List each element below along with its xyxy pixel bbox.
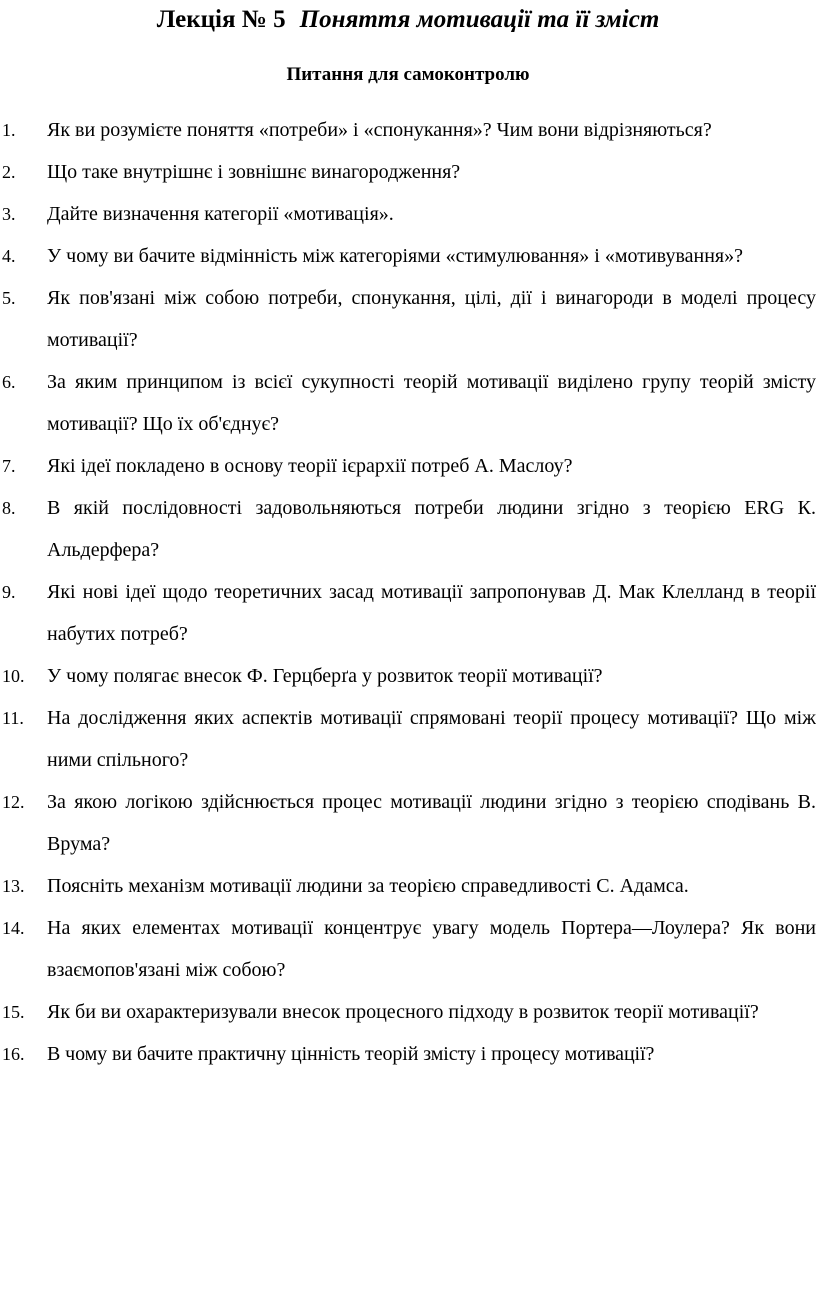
question-text: В чому ви бачите практичну цінність теорій змісту і процесу мотивації? [47,1043,655,1065]
question-text: Які ідеї покладено в основу теорії ієрархії потреб А. Маслоу? [47,455,573,477]
question-item [0,277,816,361]
question-number: 3. [2,204,16,224]
question-text: Як би ви охарактеризували внесок процесного підходу в розвиток теорії мотивації? [47,1001,759,1023]
question-item [0,907,816,991]
question-item [0,151,816,193]
question-number: 14. [2,918,25,938]
question-number: 2. [2,162,16,182]
question-text: У чому ви бачите відмінність між категоріями «стимулювання» і «мотивування»? [47,245,743,267]
question-item [0,109,816,151]
question-number: 15. [2,1002,25,1022]
question-number: 12. [2,792,25,812]
question-number: 10. [2,666,25,686]
question-item [0,697,816,781]
question-number: 11. [2,708,24,728]
question-text: В якій послідовності задовольняються потреби людини згідно з теорією ERG К. Альдерфера? [47,497,816,561]
page-title [0,4,816,36]
question-text: За якою логікою здійснюється процес мотивації людини згідно з теорією сподівань В. Врума? [47,791,816,855]
question-item [0,655,816,697]
question-item [0,487,816,571]
question-list [0,109,816,1075]
question-number: 1. [2,120,16,140]
question-text: У чому полягає внесок Ф. Герцберґа у розвиток теорії мотивації? [47,665,603,687]
question-item [0,781,816,865]
question-number: 7. [2,456,16,476]
section-title: Питання для самоконтролю [286,64,530,85]
question-text: Поясніть механізм мотивації людини за теорією справедливості С. Адамса. [47,875,689,897]
question-number: 9. [2,582,16,602]
question-number: 6. [2,372,16,392]
question-number: 5. [2,288,16,308]
question-text: Дайте визначення категорії «мотивація». [47,203,394,225]
lecture-topic: Поняття мотивації та її зміст [299,6,660,33]
lecture-number: Лекція № 5 [156,6,286,33]
question-number: 4. [2,246,16,266]
question-item [0,991,816,1033]
question-text: На яких елементах мотивації концентрує увагу модель Портера—Лоулера? Як вони взаємопов'язані між собою? [47,917,816,981]
question-item [0,193,816,235]
question-item [0,445,816,487]
question-text: Які нові ідеї щодо теоретичних засад мотивації запропонував Д. Мак Клелланд в теорії набутих потреб? [47,581,816,645]
question-item [0,1033,816,1075]
question-number: 16. [2,1044,25,1064]
question-item [0,571,816,655]
question-number: 13. [2,876,25,896]
question-text: Як пов'язані між собою потреби, спонукання, цілі, дії і винагороди в моделі процесу мотивації? [47,287,816,351]
question-text: На дослідження яких аспектів мотивації спрямовані теорії процесу мотивації? Що між ними спільного? [47,707,816,771]
question-number: 8. [2,498,16,518]
question-item [0,865,816,907]
question-item [0,361,816,445]
question-text: За яким принципом із всієї сукупності теорій мотивації виділено групу теорій змісту мотивації? Що їх об'єднує? [47,371,816,435]
question-text: Як ви розумієте поняття «потреби» і «спонукання»? Чим вони відрізняються? [47,119,712,141]
question-text: Що таке внутрішнє і зовнішнє винагородження? [47,161,461,183]
question-item [0,235,816,277]
